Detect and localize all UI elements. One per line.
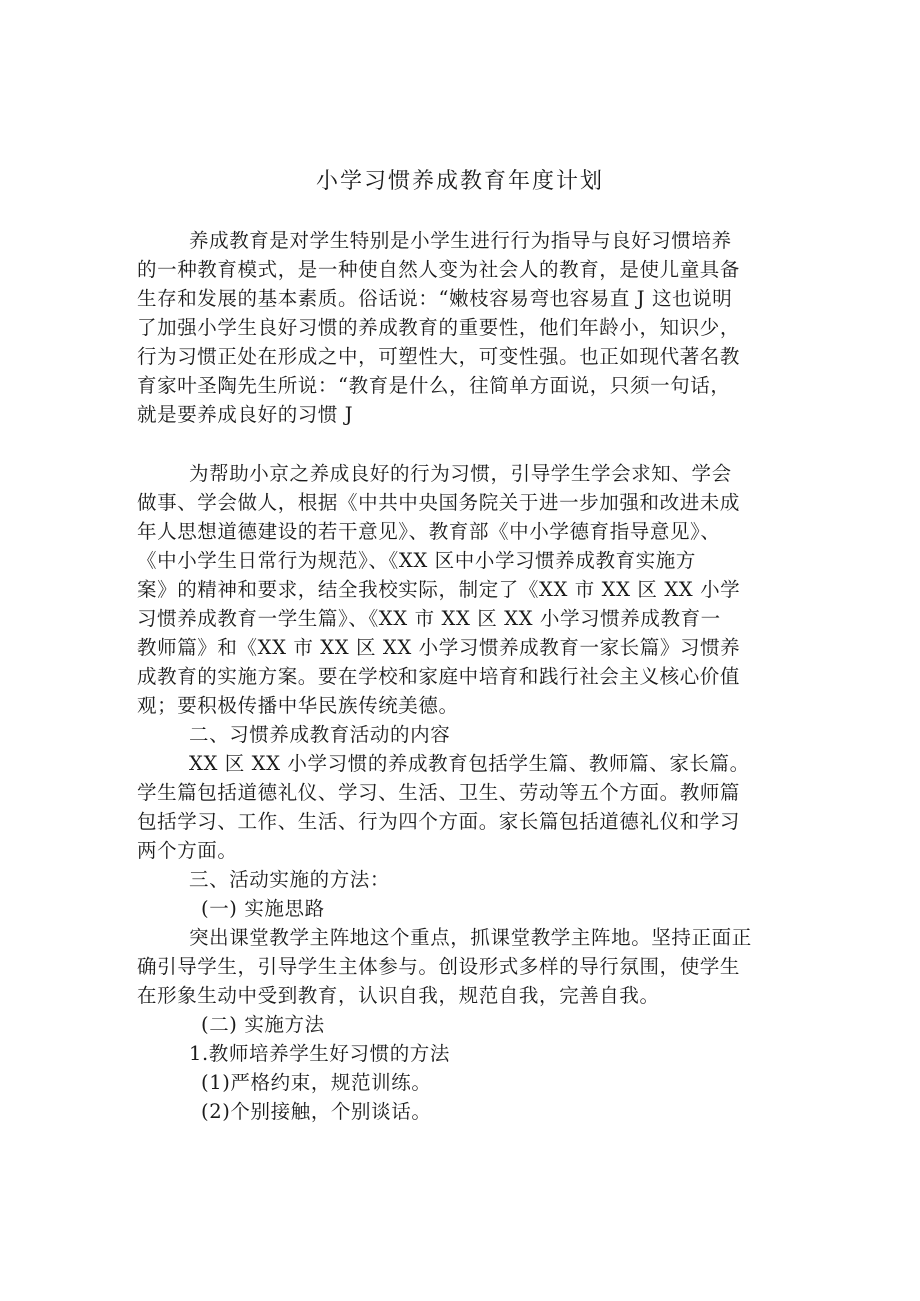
text-line: 成教育的实施方案。要在学校和家庭中培育和践行社会主义核心价值	[137, 665, 741, 688]
text-line: 习惯养成教育一学生篇》、《XX 市 XX 区 XX 小学习惯养成教育一	[137, 607, 721, 630]
text-line: 年人思想道德建设的若干意见》、教育部《中小学德育指导意见》、	[137, 520, 721, 543]
text-line: 养成教育是对学生特别是小学生进行行为指导与良好习惯培养	[189, 229, 732, 252]
text-line: 两个方面。	[137, 839, 238, 862]
paragraph-approach	[137, 923, 792, 1010]
text-line: 观；要积极传播中华民族传统美德。	[137, 694, 459, 717]
text-line: 《中小学生日常行为规范》、《XX 区中小学习惯养成教育实施方	[137, 549, 696, 572]
list-item: (2)个别接触，个别谈话。	[201, 1100, 432, 1123]
text-line: XX 区 XX 小学习惯的养成教育包括学生篇、教师篇、家长篇。	[189, 752, 750, 775]
text-line: 就是要养成良好的习惯 J	[137, 403, 354, 426]
text-line: 育家叶圣陶先生所说：“教育是什么，往简单方面说，只须一句话，	[137, 374, 731, 397]
paragraph-basis	[137, 459, 792, 720]
subsection-heading: (一) 实施思路	[201, 897, 325, 920]
text-line: 案》的精神和要求，结全我校实际，制定了《XX 市 XX 区 XX 小学	[137, 578, 741, 601]
text-line: 突出课堂教学主阵地这个重点，抓课堂教学主阵地。坚持正面正	[189, 926, 752, 949]
subsection-heading: (二) 实施方法	[201, 1013, 325, 1036]
text-line: 确引导学生，引导学生主体参与。创设形式多样的导行氛围，使学生	[137, 955, 741, 978]
text-line: 为帮助小京之养成良好的行为习惯，引导学生学会求知、学会	[189, 462, 732, 485]
text-line: 行为习惯正处在形成之中，可塑性大，可变性强。也正如现代著名教	[137, 345, 741, 368]
text-line: 了加强小学生良好习惯的养成教育的重要性，他们年龄小，知识少，	[137, 316, 741, 339]
text-line: 包括学习、工作、生活、行为四个方面。家长篇包括道德礼仪和学习	[137, 810, 741, 833]
item-heading: 1.教师培养学生好习惯的方法	[189, 1042, 451, 1065]
text-line: 教师篇》和《XX 市 XX 区 XX 小学习惯养成教育一家长篇》习惯养	[137, 636, 741, 659]
text-line: 做事、学会做人，根据《中共中央国务院关于进一步加强和改进未成	[137, 491, 741, 514]
paragraph-gap	[137, 429, 792, 459]
section-heading: 二、习惯养成教育活动的内容	[189, 723, 451, 746]
text-line: 的一种教育模式，是一种使自然人变为社会人的教育，是使儿童具备	[137, 258, 741, 281]
text-line: 在形象生动中受到教育，认识自我，规范自我，完善自我。	[137, 984, 660, 1007]
text-line: 生存和发展的基本素质。俗话说：“嫩枝容易弯也容易直 J 这也说明	[137, 287, 733, 310]
list-item: (1)严格约束，规范训练。	[201, 1071, 432, 1094]
document-title: 小学习惯养成教育年度计划	[315, 169, 604, 194]
text-line: 学生篇包括道德礼仪、学习、生活、卫生、劳动等五个方面。教师篇	[137, 781, 741, 804]
paragraph-content	[137, 749, 792, 865]
paragraph-intro	[137, 226, 792, 429]
document-body	[137, 226, 792, 1126]
section-heading: 三、活动实施的方法：	[189, 868, 391, 891]
